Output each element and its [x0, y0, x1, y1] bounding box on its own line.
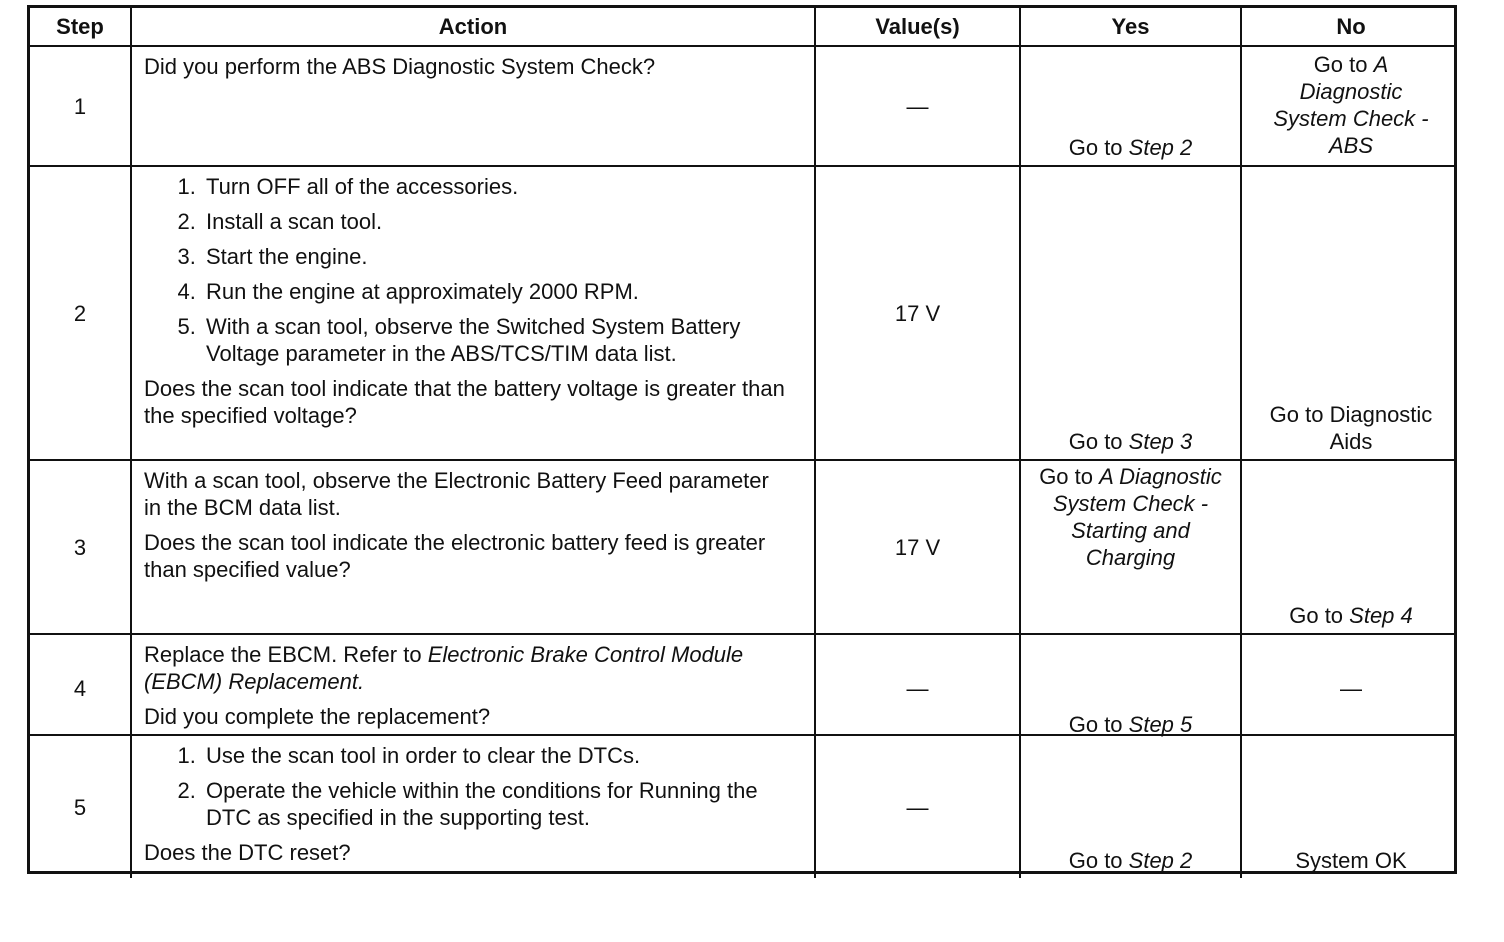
no-prefix: Go to	[1289, 603, 1350, 628]
step-number: 5	[73, 794, 87, 820]
action-instruction	[144, 641, 774, 695]
yes-link[interactable]: Step 3	[1128, 429, 1193, 454]
procedure-link[interactable]: Electronic Brake Control Module (EBCM) Replacement.	[144, 642, 744, 694]
yes-cell[interactable]	[1019, 47, 1240, 165]
action-question: Does the scan tool indicate the electronic battery feed is greater than specified value?	[144, 530, 766, 582]
list-item: 4. Run the engine at approximately 2000 RPM.	[202, 278, 754, 305]
no-link[interactable]: Go to Diagnostic Aids	[1269, 402, 1433, 454]
value-cell: —	[814, 47, 1019, 165]
table-header-row	[30, 8, 1454, 45]
yes-link[interactable]: A Diagnostic System Check - Starting and Charging	[1052, 464, 1222, 570]
action-cell	[130, 635, 814, 742]
value-cell: 17 V	[814, 167, 1019, 459]
yes-prefix: Go to	[1068, 848, 1129, 873]
no-cell[interactable]	[1240, 47, 1460, 165]
diagnostic-table	[27, 5, 1457, 874]
list-item: 3. Start the engine.	[202, 243, 754, 270]
yes-prefix: Go to	[1039, 464, 1100, 489]
action-cell	[130, 47, 814, 165]
list-item: 1. Use the scan tool in order to clear the DTCs.	[202, 742, 804, 769]
yes-prefix: Go to	[1068, 712, 1129, 737]
no-cell: —	[1240, 635, 1460, 742]
value-cell: —	[814, 635, 1019, 742]
action-instruction-text: Replace the EBCM. Refer to	[144, 642, 428, 667]
step-number: 3	[73, 534, 87, 560]
list-item: 1. Turn OFF all of the accessories.	[202, 173, 754, 200]
yes-prefix: Go to	[1068, 429, 1129, 454]
yes-cell[interactable]	[1019, 167, 1240, 459]
action-question: Does the scan tool indicate that the battery voltage is greater than the specified voltage?	[144, 376, 785, 428]
no-cell[interactable]	[1240, 461, 1460, 633]
no-cell: System OK	[1240, 736, 1460, 878]
action-cell	[130, 167, 814, 459]
table-row	[30, 633, 1454, 737]
table-row	[30, 734, 1454, 871]
yes-cell[interactable]	[1019, 635, 1240, 742]
action-cell	[130, 461, 814, 633]
yes-link[interactable]: Step 2	[1128, 848, 1193, 873]
no-link[interactable]: Step 4	[1349, 603, 1413, 628]
yes-link[interactable]: Step 2	[1128, 135, 1193, 160]
no-cell[interactable]	[1240, 167, 1460, 459]
action-question: Did you complete the replacement?	[144, 704, 491, 729]
list-item: 2. Install a scan tool.	[202, 208, 754, 235]
table-row	[30, 165, 1454, 459]
no-prefix: Go to	[1313, 52, 1374, 77]
procedure-list	[144, 173, 754, 367]
yes-cell[interactable]	[1019, 461, 1240, 633]
action-question: Did you perform the ABS Diagnostic System Check?	[144, 54, 656, 79]
header-yes: Yes	[1019, 8, 1240, 45]
table-row	[30, 45, 1454, 165]
table-row	[30, 459, 1454, 633]
no-link[interactable]: A Diagnostic System Check - ABS	[1273, 52, 1429, 158]
list-item: 5. With a scan tool, observe the Switched System Battery Voltage parameter in the ABS/TCS/TIM data list.	[202, 313, 754, 367]
procedure-list	[144, 742, 804, 831]
action-question: Does the DTC reset?	[144, 840, 351, 865]
action-cell	[130, 736, 814, 878]
header-no: No	[1240, 8, 1460, 45]
header-step: Step	[56, 14, 104, 39]
header-values: Value(s)	[814, 8, 1019, 45]
list-item: 2. Operate the vehicle within the conditions for Running the DTC as specified in the supporting test.	[202, 777, 804, 831]
value-cell: 17 V	[814, 461, 1019, 633]
step-number: 1	[73, 93, 87, 119]
yes-link[interactable]: Step 5	[1128, 712, 1193, 737]
step-number: 4	[73, 676, 87, 701]
value-cell: —	[814, 736, 1019, 878]
action-instruction: With a scan tool, observe the Electronic Battery Feed parameter in the BCM data list.	[144, 468, 769, 520]
header-action: Action	[130, 8, 814, 45]
step-number: 2	[73, 300, 87, 326]
yes-cell[interactable]	[1019, 736, 1240, 878]
yes-prefix: Go to	[1068, 135, 1129, 160]
